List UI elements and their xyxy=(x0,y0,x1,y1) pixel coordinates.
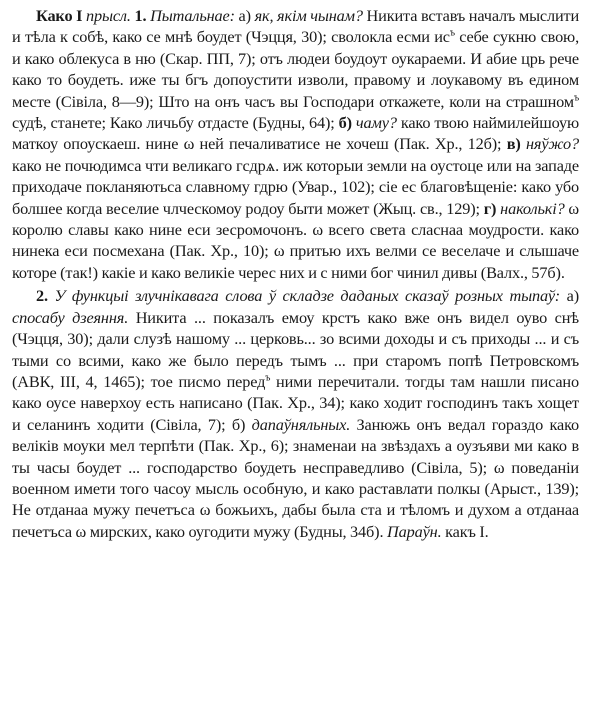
text-run: Пытальнае: xyxy=(150,6,235,25)
text-run: како твою наймилейшоую маткоу опоускаеш. нине ω ней печаливатисе не хочеш (Пак. Хр., 12б); xyxy=(12,113,579,154)
entry-paragraph-2 xyxy=(12,285,579,542)
entry-paragraph-1 xyxy=(12,5,579,283)
text-run: како не почюдимса чти великаго гсдрѧ. иж которыи земли на оустоце или на западе приходаче покланяютьса славному гдрю (Увар., 102); сіе ес благовѣщеніе: како убо болшее когда веселие члческомоу родоу быти может (Жыц. св., 129); xyxy=(12,155,579,218)
text-run: Како I xyxy=(36,6,83,25)
text-run: б) xyxy=(338,113,352,133)
text-run: 1. xyxy=(134,6,147,25)
text-run: спосабу дзеяння. xyxy=(12,307,129,327)
text-run: судѣ, станете; Како личьбу отдасте (Будны, 64); xyxy=(12,113,339,133)
text-run: ω королю славы како нине еси зесромочонъ. ω всего света сласнаа моудрости. како нинека еси посмехана (Пак. Хр., 10); ω притью ихъ велми се веселаче и слышаче которе (так!) какіе и како великіе черес них и с ними бог чинил дивы (Валх., 57б). xyxy=(12,198,579,282)
text-run: себе сукню свою, и како облекуса в ню (Скар. ПП, 7); отъ людеи боудоут оукараеми. И абие црь рече како то боудеть. иже ты бгъ допоустити изволи, правому и лоукавому въ едином месте (Сівіла, 8—9); Што на онъ часъ вы Господари откажете, коли на страшном xyxy=(12,27,579,111)
text-run: Никита вставъ началъ мыслити и тѣла к собѣ, како се мнѣ боудет (Чэцця, 30); сволокла есми ис xyxy=(12,6,580,47)
text-run: як, якім чынам? xyxy=(254,6,363,25)
text-run: в) xyxy=(506,134,521,154)
text-run: ъ xyxy=(265,372,271,384)
text-run: чаму? xyxy=(355,113,397,133)
text-run: 2. xyxy=(36,286,48,306)
text-run: Никита ... показалъ емоу крстъ како вже онъ видел оуво снѣ (Чэцця, 30); дали слузѣ нашому ... церковь... зо всими доходы и съ приходы ... и съ тыми со всими, како же было передъ тымъ ... при старомъ попѣ Петровскомъ (АВК, III, 4, 1465); тое писмо перед xyxy=(12,307,579,391)
text-run: г) xyxy=(483,198,497,218)
text-run: прысл. xyxy=(86,6,131,25)
text-run: какъ I. xyxy=(441,521,489,541)
text-run: а) xyxy=(560,286,580,306)
text-run: ъ xyxy=(573,92,579,104)
text-run: ними перечитали. тогды там нашли писано како оусе наверхоу есть написано (Пак. Хр., 34); како ходит господинъ такъ хощет и селанинъ ходити (Сівіла, 7); б) xyxy=(12,371,579,434)
text-run xyxy=(48,286,55,305)
text-run: дапаўняльных. xyxy=(251,414,351,434)
text-run: а) xyxy=(234,6,255,25)
text-run: Параўн. xyxy=(386,521,442,541)
text-run: наколькі? xyxy=(500,198,565,218)
text-run: У функцыі злучнікавага слова ў складзе даданых сказаў розных тыпаў: xyxy=(54,286,561,306)
text-run: няўжо? xyxy=(526,134,579,154)
text-run: Занюжь онъ ведал гораздо како веліків моуки мел терпѣти (Пак. Хр., 6); знаменаи на звѣздахъ а оузъяви ми како в ты часы боудет ... господарство боудеть несправедливо (Сівіла, 5); ω поведаніи военном имети того часоу мысль особную, и како раставлати полкы (Арыст., 139); Не отданаа мужу печетъса ω божьихъ, дабы была ста и тѣломъ и духом а отданаа печетъса ω мирских, како оугодити мужу (Будны, 34б). xyxy=(12,414,579,541)
text-run: ъ xyxy=(449,27,455,39)
